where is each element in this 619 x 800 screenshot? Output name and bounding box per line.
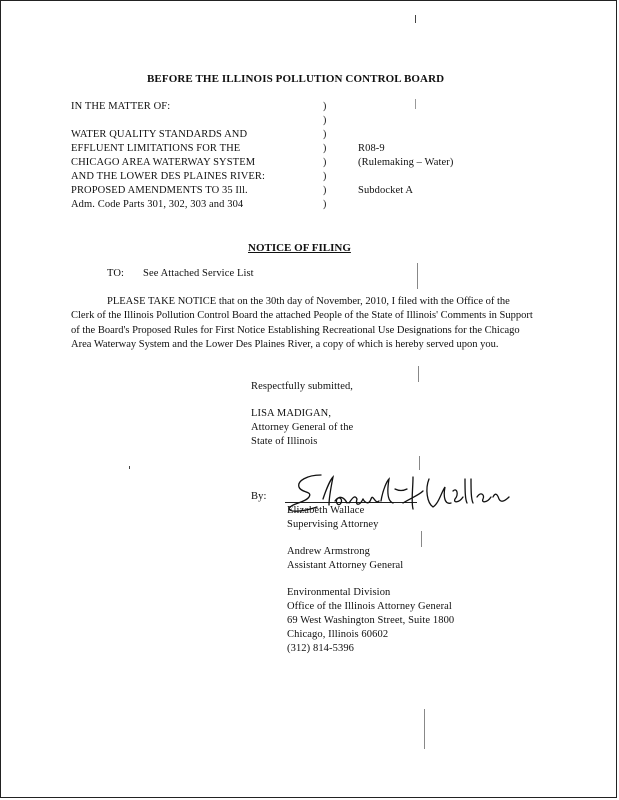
to-label: TO:	[107, 268, 125, 279]
attorney-general-title: Attorney General of the	[251, 422, 354, 433]
scan-mark	[415, 99, 416, 109]
caption-line: WATER QUALITY STANDARDS AND	[71, 129, 248, 140]
caption-bracket: )	[323, 185, 327, 196]
scan-mark	[129, 466, 130, 469]
by-label: By:	[251, 491, 267, 502]
caption-bracket: )	[323, 129, 327, 140]
address-phone: (312) 814-5396	[287, 643, 355, 654]
caption-line: Adm. Code Parts 301, 302, 303 and 304	[71, 199, 244, 210]
notice-body: PLEASE TAKE NOTICE that on the 30th day of November, 2010, I filed with the Office of the Clerk of the Illinois Pollution Control Board the attached People of the State of Illinois' Comments in Support of the Board's Proposed Rules for First Notice Establishing Recreational Use Designations for the Chicago Area Waterway System and the Lower Des Plaines River, a copy of which is hereby served upon you.	[71, 296, 533, 350]
docket-number: R08-9	[358, 143, 385, 154]
attorney-general-state: State of Illinois	[251, 436, 318, 447]
caption-line: AND THE LOWER DES PLAINES RIVER:	[71, 171, 266, 182]
second-attorney-title: Assistant Attorney General	[287, 560, 404, 571]
matter-label: IN THE MATTER OF:	[71, 101, 171, 112]
caption-bracket: )	[323, 101, 327, 112]
scan-mark	[418, 366, 419, 382]
caption-line: EFFLUENT LIMITATIONS FOR THE	[71, 143, 241, 154]
caption-bracket: )	[323, 199, 327, 210]
scan-mark	[415, 15, 416, 23]
caption-bracket: )	[323, 115, 327, 126]
caption-bracket: )	[323, 171, 327, 182]
to-value: See Attached Service List	[143, 268, 254, 279]
second-attorney-name: Andrew Armstrong	[287, 546, 370, 557]
scan-mark	[419, 456, 420, 470]
address-division: Environmental Division	[287, 587, 391, 598]
scan-mark	[421, 531, 422, 547]
caption-bracket: )	[323, 143, 327, 154]
caption-line: PROPOSED AMENDMENTS TO 35 Ill.	[71, 185, 248, 196]
docket-type: (Rulemaking – Water)	[358, 157, 454, 168]
signer-name: Elizabeth Wallace	[287, 505, 365, 516]
notice-heading: NOTICE OF FILING	[248, 242, 351, 254]
scan-mark	[424, 709, 425, 749]
subdocket: Subdocket A	[358, 185, 414, 196]
caption-line: CHICAGO AREA WATERWAY SYSTEM	[71, 157, 256, 168]
address-office: Office of the Illinois Attorney General	[287, 601, 452, 612]
address-city: Chicago, Illinois 60602	[287, 629, 389, 640]
attorney-general-name: LISA MADIGAN,	[251, 408, 332, 419]
address-street: 69 West Washington Street, Suite 1800	[287, 615, 455, 626]
respectfully-submitted: Respectfully submitted,	[251, 381, 354, 392]
caption-bracket: )	[323, 157, 327, 168]
signer-title: Supervising Attorney	[287, 519, 379, 530]
board-title: BEFORE THE ILLINOIS POLLUTION CONTROL BOARD	[147, 73, 445, 85]
scan-mark	[417, 263, 418, 289]
